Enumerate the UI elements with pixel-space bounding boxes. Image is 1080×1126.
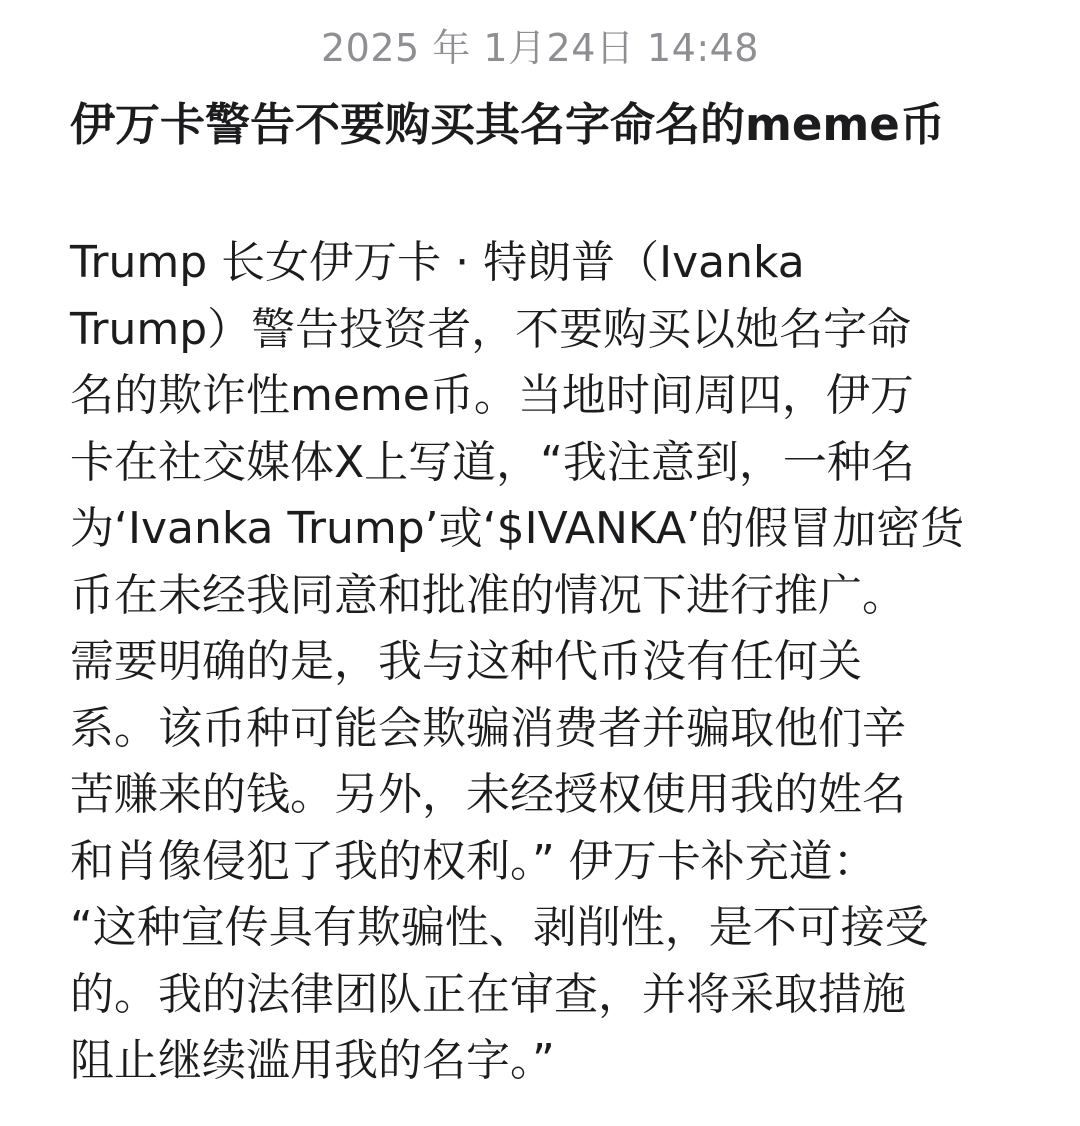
- note-body-line: 名的欺诈性meme币。当地时间周四，伊万: [70, 370, 914, 421]
- note-timestamp: 2025 年 1月24日 14:48: [321, 26, 759, 70]
- note-body-line: Trump）警告投资者，不要购买以她名字命: [70, 303, 912, 355]
- note-body-line: 卡在社交媒体X上写道，“我注意到，一种名: [70, 436, 915, 488]
- note-body-line: 的。我的法律团队正在审查，并将采取措施: [70, 968, 906, 1020]
- note-body-line: “这种宣传具有欺骗性、剥削性，是不可接受: [70, 902, 929, 953]
- note-body[interactable]: [70, 230, 1030, 1095]
- note-body-line: 币在未经我同意和批准的情况下进行推广。: [70, 569, 906, 621]
- note-body-line: 为‘Ivanka Trump’或‘$IVANKA’的假冒加密货: [70, 503, 965, 554]
- note-body-line: 系。该币种可能会欺骗消费者并骗取他们辛: [70, 702, 906, 754]
- note-body-line: 和肖像侵犯了我的权利。” 伊万卡补充道：: [70, 835, 877, 887]
- note-body-line: 需要明确的是，我与这种代币没有任何关: [70, 636, 862, 687]
- note-title[interactable]: 伊万卡警告不要购买其名字命名的meme币: [70, 98, 945, 151]
- note-body-line: Trump 长女伊万卡 · 特朗普（Ivanka: [70, 237, 805, 288]
- note-body-line: 苦赚来的钱。另外，未经授权使用我的姓名: [70, 769, 906, 820]
- note-body-line: 阻止继续滥用我的名字。”: [70, 1035, 555, 1086]
